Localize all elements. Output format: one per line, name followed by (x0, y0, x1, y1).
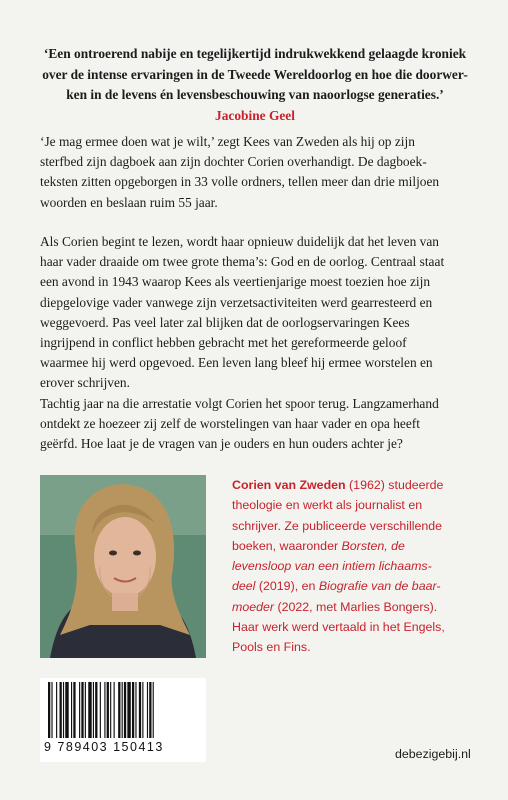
bio-text: boeken, waaronder (232, 538, 342, 553)
endorsement-quote (40, 44, 470, 126)
barcode-bar (79, 682, 80, 738)
bio-line (232, 536, 477, 556)
text-line: sterfbed zijn dagboek aan zijn dochter Corien overhandigt. De dagboek- (40, 154, 427, 170)
barcode-bar (60, 682, 62, 738)
barcode-bar (48, 682, 50, 738)
barcode-bar (132, 682, 134, 738)
text-line: woorden en beslaan ruim 55 jaar. (40, 194, 218, 210)
isbn-number: 9 789403 150413 (44, 740, 164, 754)
blurb-paragraph-2 (40, 232, 472, 394)
quote-author: Jacobine Geel (215, 107, 295, 123)
book-title: Biografie van de baar- (318, 579, 441, 594)
barcode-bar (124, 682, 126, 738)
author-name: Corien van Zweden (232, 478, 346, 492)
publisher-website: debezigebij.nl (395, 747, 471, 761)
text-line: ontdekt ze hoezeer zij zelf de worstelingen van haar vader en opa heeft (40, 416, 420, 432)
text-line: erover schrijven. (40, 375, 130, 391)
barcode-bar (56, 682, 57, 738)
bio-line: Haar werk werd vertaald in het Engels, (232, 620, 445, 635)
blurb-paragraph-1 (40, 132, 472, 213)
bio-line (232, 597, 477, 617)
bio-line (232, 576, 477, 596)
barcode-bar (153, 682, 154, 738)
author-portrait-illustration (40, 475, 206, 658)
book-title: levensloop van een intiem lichaams- (232, 559, 432, 574)
text-line: weggevoerd. Pas veel later zal blijken dat de oorlogservaringen Kees (40, 314, 410, 330)
book-title: moeder (232, 599, 275, 614)
bio-line: Pools en Fins. (232, 640, 311, 655)
bio-line (232, 475, 477, 495)
barcode-bar (100, 682, 101, 738)
isbn-barcode (40, 678, 206, 762)
barcode-bar (107, 682, 109, 738)
bio-text: (2022, met Marlies Bongers). (274, 599, 438, 614)
barcode-bar (135, 682, 136, 738)
quote-line: ken in de levens én levensbeschouwing van naoorlogse generaties.’ (66, 87, 444, 102)
book-title: deel (232, 579, 256, 594)
text-line: ingrijpend in conflict hebben gebracht met het gereformeerde geloof (40, 335, 407, 351)
barcode-bar (93, 682, 94, 738)
text-line: diepgelovige vader vanwege zijn verzetsactiviteiten werd gearresteerd en (40, 294, 433, 310)
text-line: ‘Je mag ermee doen wat je wilt,’ zegt Kees van Zweden als hij op zijn (40, 134, 415, 149)
barcode-bar (95, 682, 97, 738)
quote-line: over de intense ervaringen in de Tweede Wereldoorlog en hoe die doorwer- (42, 66, 468, 82)
text-line: Tachtig jaar na die arrestatie volgt Corien het spoor terug. Langzamerhand (40, 396, 439, 411)
barcode-bar (81, 682, 83, 738)
text-line: haar vader draaide om twee grote thema’s: God en de oorlog. Centraal staat (40, 254, 445, 270)
barcode-bar (114, 682, 115, 738)
author-photo (40, 475, 206, 658)
bio-line: schrijver. Ze publiceerde verschillende (232, 518, 443, 533)
book-title: Borsten, de (341, 538, 405, 553)
barcode-bar (71, 682, 72, 738)
barcode-bar (88, 682, 91, 738)
barcode-bar (63, 682, 64, 738)
author-bio (232, 475, 477, 658)
text-line: teksten zitten opgeborgen in 33 volle ordners, tellen meer dan drie miljoen (40, 174, 440, 190)
text-line: Als Corien begint te lezen, wordt haar opnieuw duidelijk dat het leven van (40, 234, 439, 249)
bio-text: (2019), en (255, 579, 319, 594)
text-line: waarmee hij werd opgevoed. Een leven lang bleef hij ermee worstelen en (40, 355, 433, 371)
barcode-bars (46, 682, 200, 740)
barcode-bar (51, 682, 52, 738)
text-line: geërfd. Hoe laat je de vragen van je ouders en hun ouders achter je? (40, 436, 403, 452)
barcode-bar (127, 682, 130, 738)
barcode-bar (147, 682, 148, 738)
barcode-bar (139, 682, 141, 738)
barcode-bar (73, 682, 75, 738)
barcode-bar (110, 682, 111, 738)
barcode-bar (142, 682, 143, 738)
bio-text: (1962) studeerde (345, 478, 444, 492)
barcode-bar (149, 682, 151, 738)
text-line: een avond in 1943 waarop Kees als veertienjarige moest toezien hoe zijn (40, 274, 431, 290)
quote-line: ‘Een ontroerend nabije en tegelijkertijd indrukwekkend gelaagde kroniek (43, 46, 467, 61)
blurb-paragraph-3 (40, 394, 472, 455)
barcode-bar (122, 682, 123, 738)
barcode-bar (65, 682, 68, 738)
barcode-bar (85, 682, 86, 738)
barcode-bar (104, 682, 105, 738)
bio-line: theologie en werkt als journalist en (232, 498, 423, 513)
barcode-bar (118, 682, 120, 738)
